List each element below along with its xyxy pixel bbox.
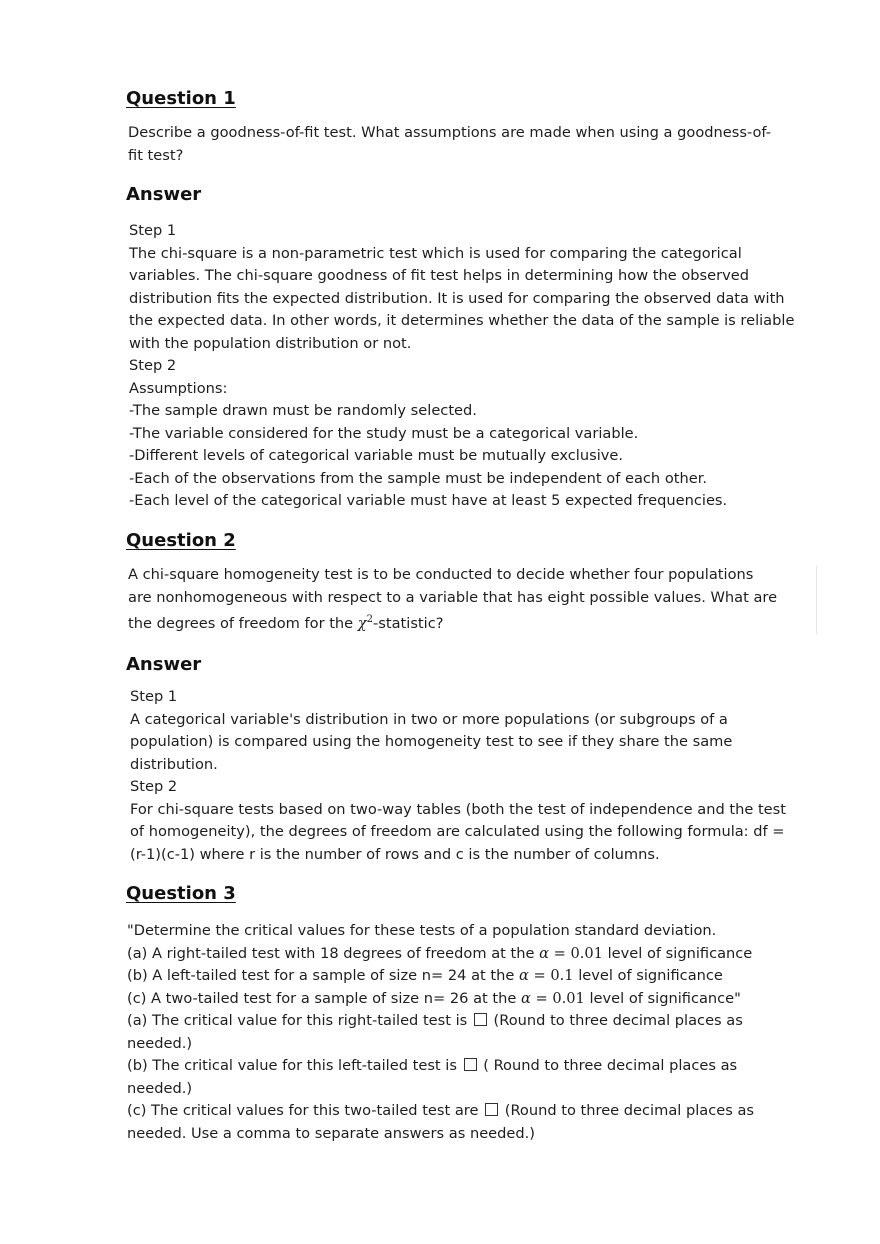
text-line: A categorical variable's distribution in two or more populations (or subgroups of a — [130, 710, 728, 728]
text-fragment: (c) The critical values for this two-tailed test are — [127, 1102, 484, 1119]
equals-sign: = — [548, 944, 571, 962]
text-line: population) is compared using the homogeneity test to see if they share the same — [130, 733, 733, 750]
chi-exponent: 2 — [366, 614, 374, 625]
text-line — [128, 609, 777, 635]
text-line: Step 1 — [130, 688, 178, 705]
alpha-symbol: α — [520, 989, 531, 1007]
answer-1-heading: Answer — [126, 184, 202, 205]
text-line: -The sample drawn must be randomly selected. — [129, 402, 477, 419]
text-fragment: (a) The critical value for this right-tailed test is — [127, 1012, 472, 1029]
question-2-heading: Question 2 — [126, 530, 236, 551]
text-fragment: (b) A left-tailed test for a sample of size n= 24 at the — [127, 967, 519, 984]
text-line — [127, 988, 754, 1011]
text-line — [127, 1055, 754, 1078]
text-line: distribution. — [130, 755, 218, 773]
text-line: Assumptions: — [129, 379, 228, 397]
text-fragment: level of significance" — [584, 989, 741, 1007]
text-line: variables. The chi-square goodness of fit test helps in determining how the observed — [129, 267, 750, 284]
text-line: -Each level of the categorical variable must have at least 5 expected frequencies. — [129, 492, 728, 509]
question-1-text — [128, 122, 771, 167]
answer-1-text — [129, 220, 794, 513]
text-line: A chi-square homogeneity test is to be conducted to decide whether four populations — [128, 566, 754, 583]
text-fragment: level of significance — [573, 967, 723, 984]
alpha-value: 0.01 — [570, 944, 603, 962]
text-line: distribution fits the expected distribution. It is used for comparing the observed data with — [129, 289, 785, 307]
text-line: Step 2 — [129, 357, 177, 374]
text-line: of homogeneity), the degrees of freedom are calculated using the following formula: df = — [130, 823, 785, 840]
answer-box-a[interactable] — [474, 1013, 487, 1026]
text-line: "Determine the critical values for these tests of a population standard deviation. — [127, 922, 717, 939]
text-line — [127, 1100, 754, 1123]
text-line: The chi-square is a non-parametric test which is used for comparing the categorical — [129, 244, 742, 262]
text-line: fit test? — [128, 146, 184, 164]
text-line — [127, 1010, 754, 1033]
chi-symbol: χ — [357, 614, 367, 632]
equals-sign: = — [530, 989, 553, 1007]
text-line: are nonhomogeneous with respect to a variable that has eight possible values. What are — [128, 588, 778, 606]
text-fragment: -statistic? — [373, 614, 444, 632]
question-3-heading: Question 3 — [126, 883, 236, 904]
answer-2-text — [130, 686, 786, 866]
text-line: Step 2 — [130, 778, 178, 795]
text-line: needed. Use a comma to separate answers as needed.) — [127, 1124, 535, 1142]
text-line: needed.) — [127, 1079, 193, 1097]
text-line: (r-1)(c-1) where r is the number of rows and c is the number of columns. — [130, 845, 660, 863]
question-3-text — [127, 920, 754, 1145]
text-fragment: (Round to three decimal places as — [488, 1012, 743, 1029]
alpha-value: 0.01 — [552, 989, 585, 1007]
text-line — [127, 965, 754, 988]
equals-sign: = — [528, 967, 551, 984]
answer-box-c[interactable] — [485, 1103, 498, 1116]
text-line: Step 1 — [129, 222, 177, 239]
text-fragment: (Round to three decimal places as — [500, 1102, 755, 1119]
side-divider — [816, 566, 817, 634]
text-line: the expected data. In other words, it determines whether the data of the sample is reliable — [129, 312, 795, 329]
question-2-text — [128, 564, 777, 635]
text-line: with the population distribution or not. — [129, 334, 412, 352]
alpha-symbol: α — [518, 967, 529, 984]
text-line: -The variable considered for the study must be a categorical variable. — [129, 424, 639, 442]
text-fragment: (c) A two-tailed test for a sample of size n= 26 at the — [127, 989, 521, 1007]
alpha-value: 0.1 — [550, 967, 574, 984]
text-line — [127, 943, 754, 966]
answer-2-heading: Answer — [126, 654, 202, 675]
answer-box-b[interactable] — [464, 1058, 477, 1071]
question-1-heading: Question 1 — [126, 88, 236, 109]
alpha-symbol: α — [539, 944, 549, 962]
text-line: -Each of the observations from the sample must be independent of each other. — [129, 469, 707, 487]
text-fragment: (b) The critical value for this left-tailed test is — [127, 1057, 462, 1074]
text-fragment: (a) A right-tailed test with 18 degrees of freedom at the — [127, 944, 540, 962]
text-fragment: ( Round to three decimal places as — [478, 1057, 738, 1074]
text-fragment: the degrees of freedom for the — [128, 614, 358, 632]
text-line: For chi-square tests based on two-way tables (both the test of independence and the test — [130, 800, 786, 818]
text-line: -Different levels of categorical variable must be mutually exclusive. — [129, 447, 624, 464]
text-line: needed.) — [127, 1034, 193, 1052]
text-fragment: level of significance — [602, 944, 753, 962]
text-line: Describe a goodness-of-fit test. What assumptions are made when using a goodness-of- — [128, 124, 772, 141]
